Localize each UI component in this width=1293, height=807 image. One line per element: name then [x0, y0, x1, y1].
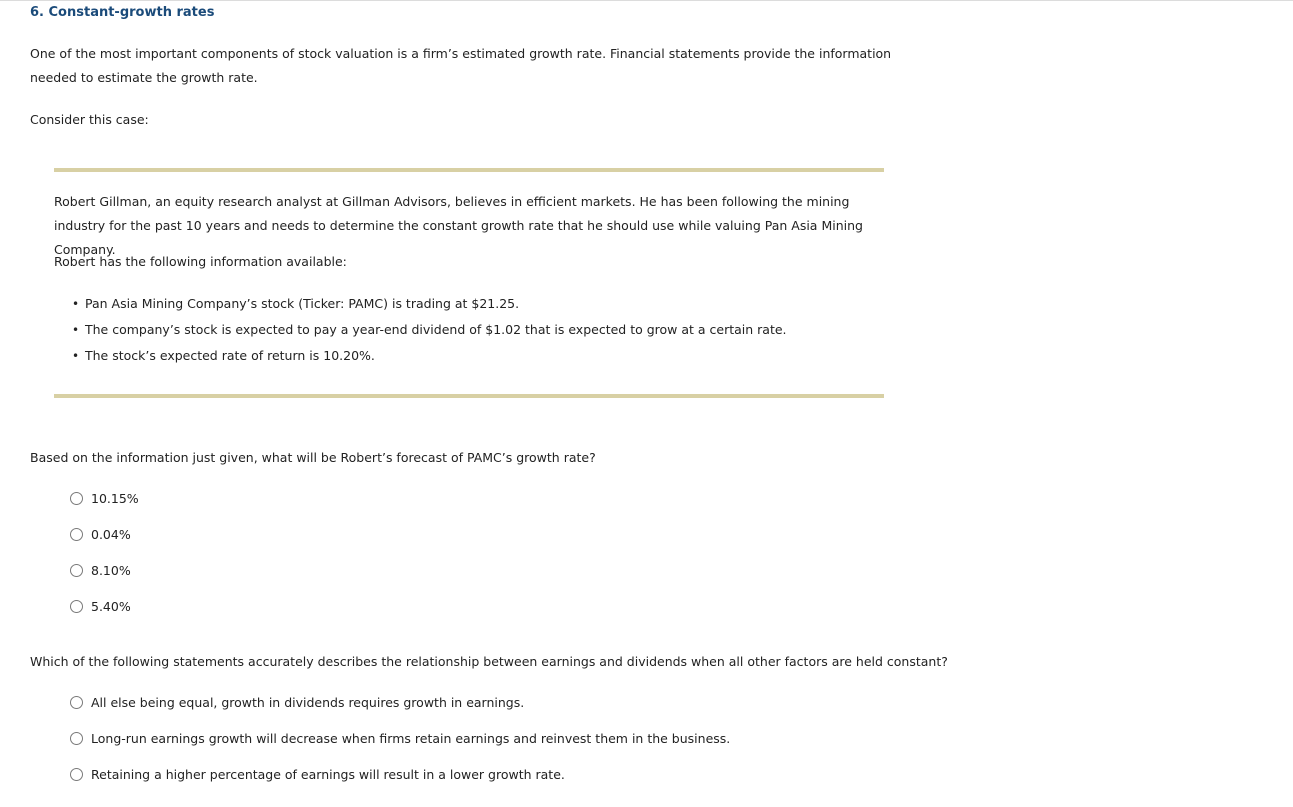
problem-title: 6. Constant-growth rates: [30, 5, 215, 20]
case-description: Robert Gillman, an equity research analyst at Gillman Advisors, believes in efficient markets. He has been following the mining industry for the past 10 years and needs to determine the constant growth rate that he should use while valuing Pan Asia Mining Company.: [54, 194, 863, 257]
case-available-label: Robert has the following information available:: [54, 254, 347, 269]
intro-paragraph: One of the most important components of stock valuation is a firm’s estimated growth rate. Financial statements provide the information needed to estimate the growth rate.: [30, 46, 892, 85]
bullet-icon: •: [72, 349, 80, 363]
option-label: 5.40%: [91, 599, 131, 614]
list-item-text: The company’s stock is expected to pay a year-end dividend of $1.02 that is expected to grow at a certain rate.: [85, 322, 787, 337]
question-2-option[interactable]: [70, 728, 730, 764]
question-2-options: [70, 692, 730, 800]
case-top-divider: [54, 168, 884, 172]
option-label: Long-run earnings growth will decrease when firms retain earnings and reinvest them in the business.: [91, 731, 731, 746]
question-1-options: [70, 488, 139, 632]
bullet-icon: •: [72, 297, 80, 311]
radio-button[interactable]: [70, 564, 83, 577]
question-2-prompt: Which of the following statements accurately describes the relationship between earnings and dividends when all other factors are held constant?: [30, 654, 948, 669]
list-item: [72, 317, 787, 343]
question-1-option[interactable]: [70, 596, 139, 632]
option-label: 10.15%: [91, 491, 139, 506]
radio-button[interactable]: [70, 732, 83, 745]
list-item-text: The stock’s expected rate of return is 10.20%.: [85, 348, 375, 363]
radio-button[interactable]: [70, 600, 83, 613]
bullet-icon: •: [72, 323, 80, 337]
radio-button[interactable]: [70, 492, 83, 505]
radio-button[interactable]: [70, 696, 83, 709]
top-divider: [0, 0, 1293, 1]
radio-button[interactable]: [70, 528, 83, 541]
list-item: [72, 343, 787, 369]
option-label: 0.04%: [91, 527, 131, 542]
case-info-list: [72, 291, 787, 369]
consider-label: Consider this case:: [30, 112, 149, 127]
case-bottom-divider: [54, 394, 884, 398]
question-1-option[interactable]: [70, 524, 139, 560]
list-item: [72, 291, 787, 317]
question-2-option[interactable]: [70, 692, 730, 728]
option-label: All else being equal, growth in dividends requires growth in earnings.: [91, 695, 525, 710]
question-1-option[interactable]: [70, 488, 139, 524]
radio-button[interactable]: [70, 768, 83, 781]
question-1-option[interactable]: [70, 560, 139, 596]
question-2-option[interactable]: [70, 764, 730, 800]
question-1-prompt: Based on the information just given, what will be Robert’s forecast of PAMC’s growth rate?: [30, 450, 596, 465]
option-label: 8.10%: [91, 563, 131, 578]
option-label: Retaining a higher percentage of earnings will result in a lower growth rate.: [91, 767, 565, 782]
list-item-text: Pan Asia Mining Company’s stock (Ticker: PAMC) is trading at $21.25.: [85, 296, 520, 311]
